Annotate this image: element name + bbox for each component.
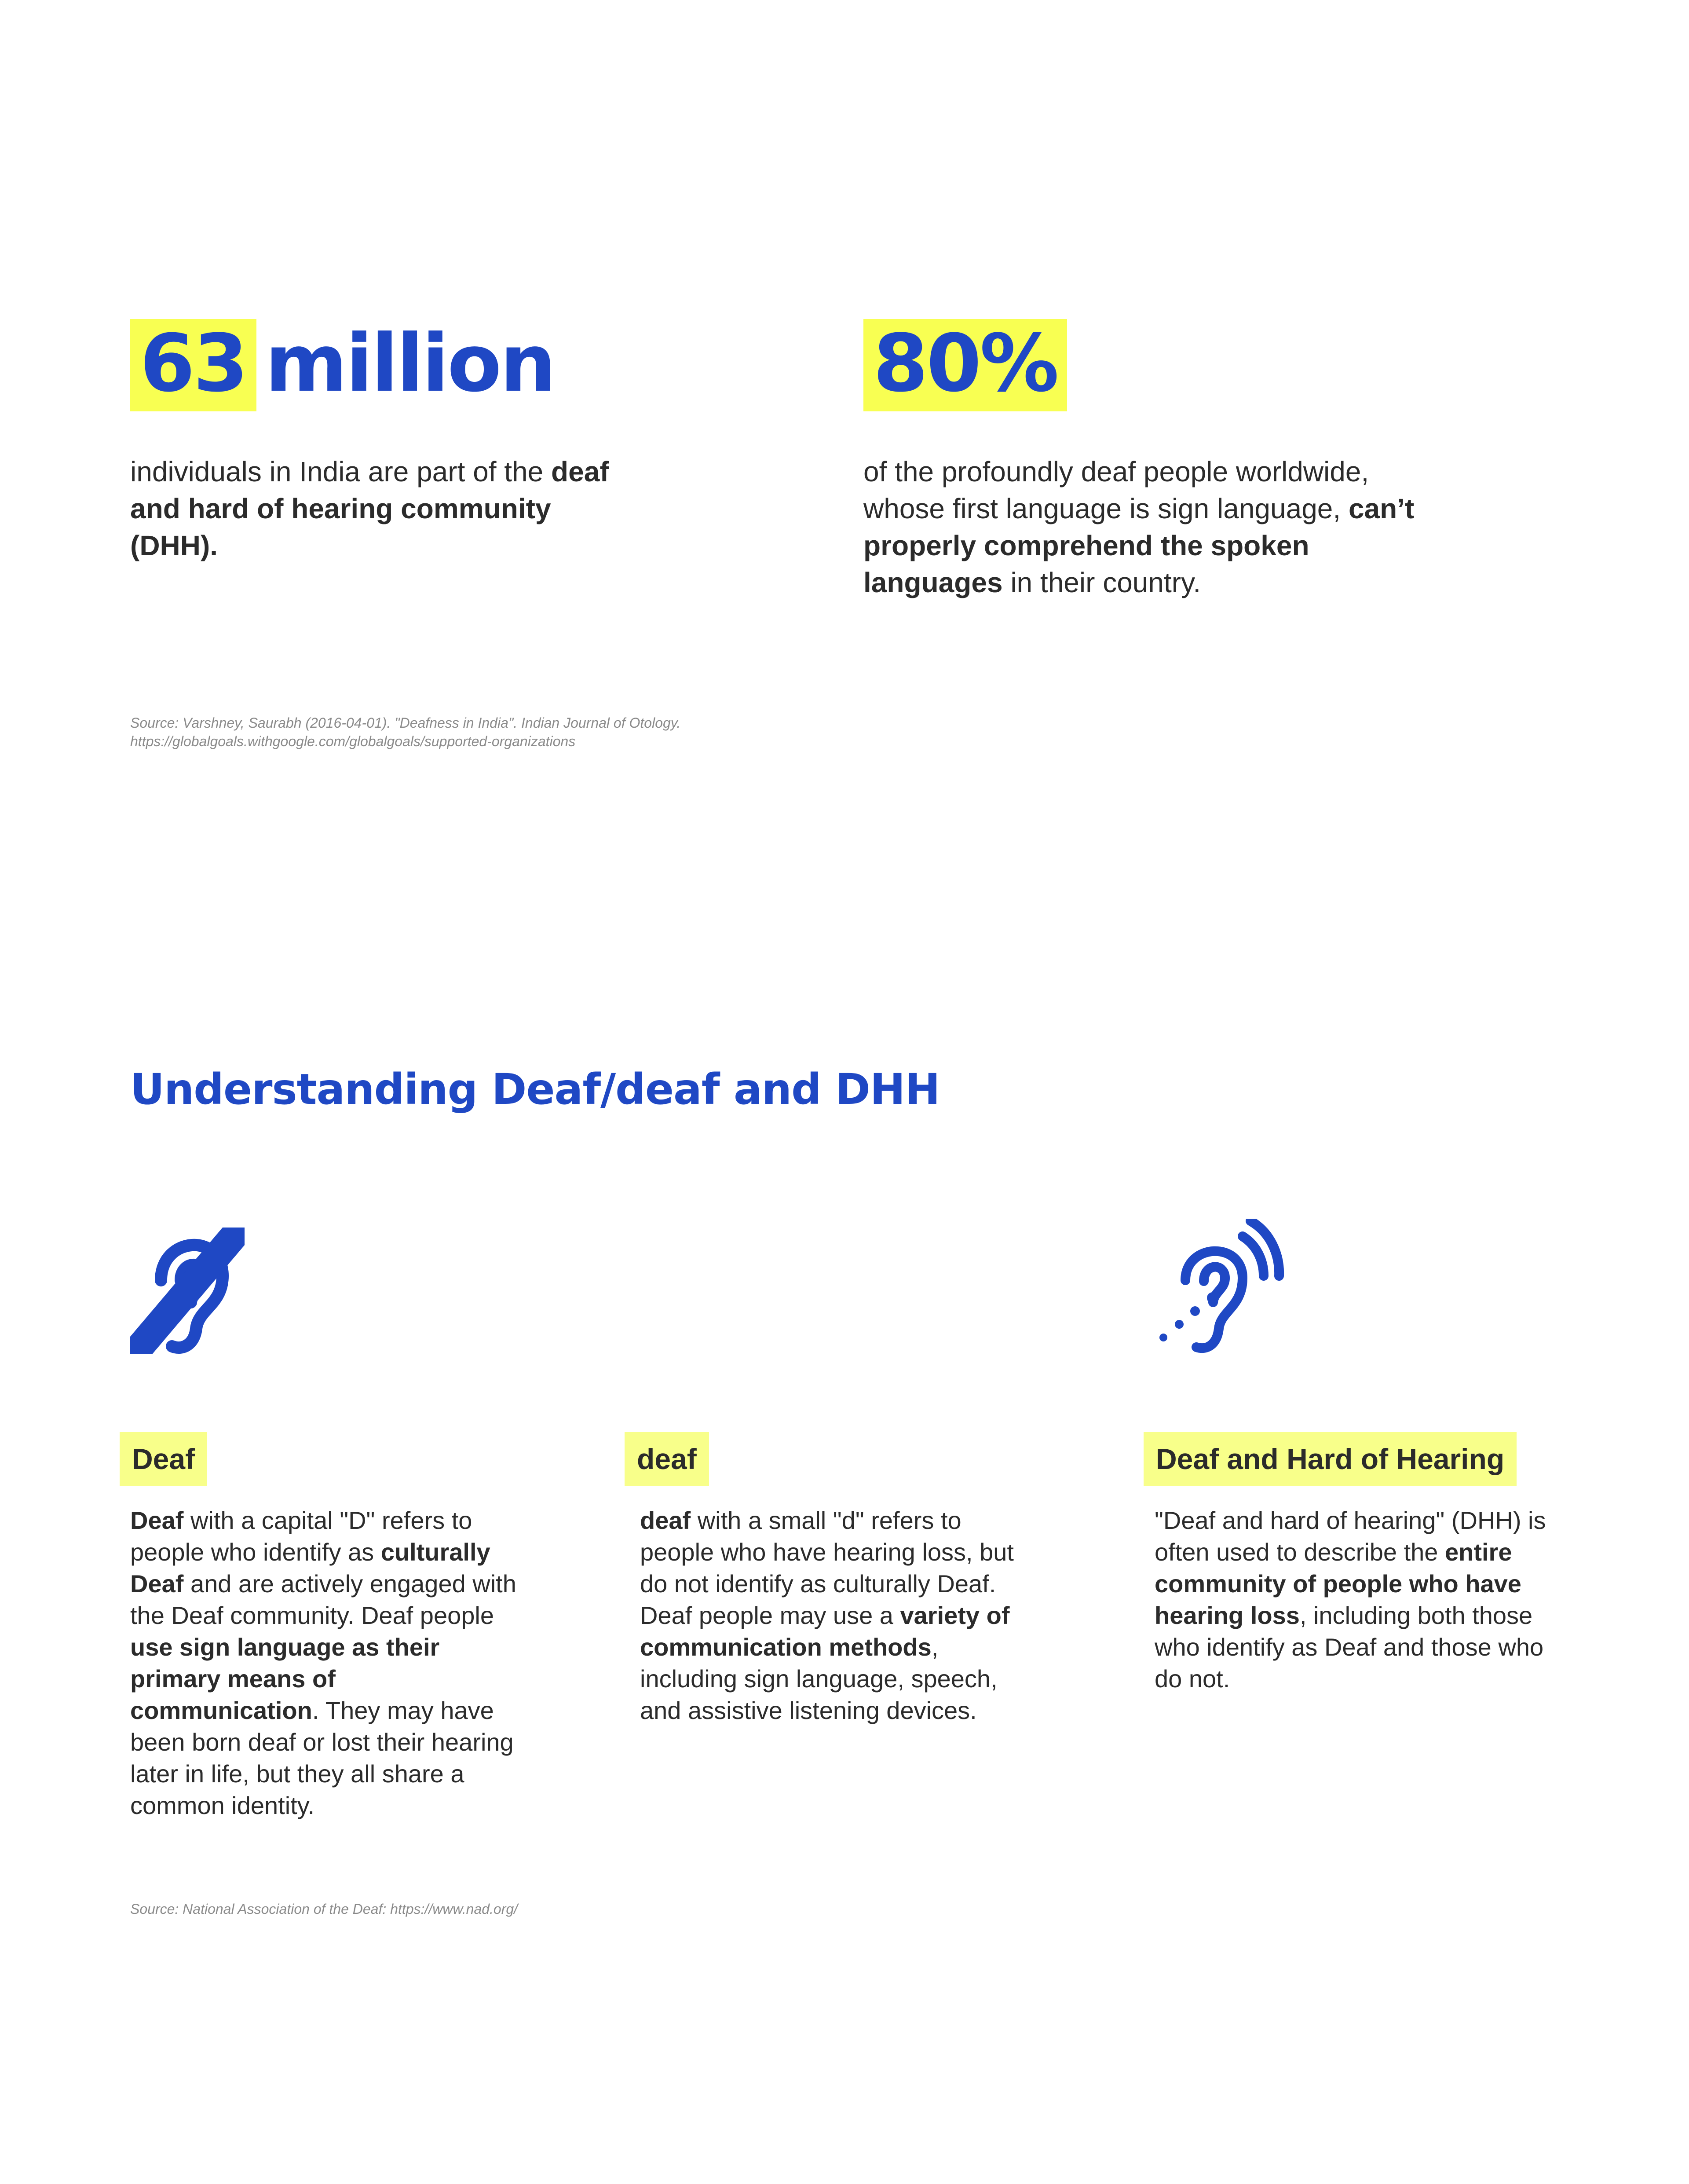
text-run: and are actively engaged with the Deaf community. Deaf people (130, 1570, 516, 1629)
card-label-deaf-small: deaf (625, 1432, 709, 1486)
text-run: of the profoundly deaf people worldwide, whose first language is sign language, (863, 456, 1369, 524)
card-label-dhh: Deaf and Hard of Hearing (1144, 1432, 1517, 1486)
stat-unit: million (265, 318, 555, 410)
source-line: https://globalgoals.withgoogle.com/globalgoals/supported-organizations (130, 733, 576, 749)
stat-highlight: 63 (130, 319, 256, 411)
bold-text: variety of communication methods (640, 1601, 1010, 1661)
card-label-deaf-capital: Deaf (120, 1432, 207, 1486)
bold-text: culturally Deaf (130, 1538, 490, 1598)
text-run: with a capital "D" refers to people who identify as (130, 1506, 472, 1566)
card-text-dhh (1155, 1505, 1577, 1695)
stat-description (130, 453, 640, 564)
text-run: "Deaf and hard of hearing" (DHH) is often used to describe the (1155, 1506, 1546, 1566)
text-run: , including both those who identify as Deaf and those who do not. (1155, 1601, 1544, 1693)
hard-of-hearing-ear-icon (1155, 1219, 1287, 1360)
deaf-ear-slash-icon (130, 1219, 249, 1360)
source-line: Source: Varshney, Saurabh (2016-04-01). "Deafness in India". Indian Journal of Otology. (130, 715, 681, 731)
card-text-deaf-capital (130, 1505, 530, 1821)
bold-text: can’t properly comprehend the spoken languages (863, 493, 1415, 598)
stat-highlight: 80% (863, 319, 1067, 411)
text-run: individuals in India are part of the (130, 456, 552, 487)
text-run: with a small "d" refers to people who have hearing loss, but do not identify as culturally Deaf. Deaf people may use a (640, 1506, 1014, 1629)
source-citation (130, 714, 1186, 751)
bold-text: entire community of people who have hearing loss (1155, 1538, 1521, 1629)
source-citation-nad: Source: National Association of the Deaf: https://www.nad.org/ (130, 1901, 518, 1917)
bold-text: deaf (640, 1506, 691, 1534)
bold-text: Deaf (130, 1506, 184, 1534)
stat-description (863, 453, 1453, 601)
stat-80-percent (863, 318, 1067, 411)
stat-63-million (130, 318, 555, 411)
card-text-deaf-small (640, 1505, 1027, 1726)
bold-text: use sign language as their primary means of communication (130, 1633, 440, 1724)
section-title: Understanding Deaf/deaf and DHH (130, 1065, 940, 1114)
text-run: , including sign language, speech, and assistive listening devices. (640, 1633, 998, 1724)
bold-text: deaf and hard of hearing community (DHH). (130, 456, 609, 561)
text-run: in their country. (1002, 567, 1201, 598)
text-run: . They may have been born deaf or lost their hearing later in life, but they all share a common identity. (130, 1697, 514, 1819)
